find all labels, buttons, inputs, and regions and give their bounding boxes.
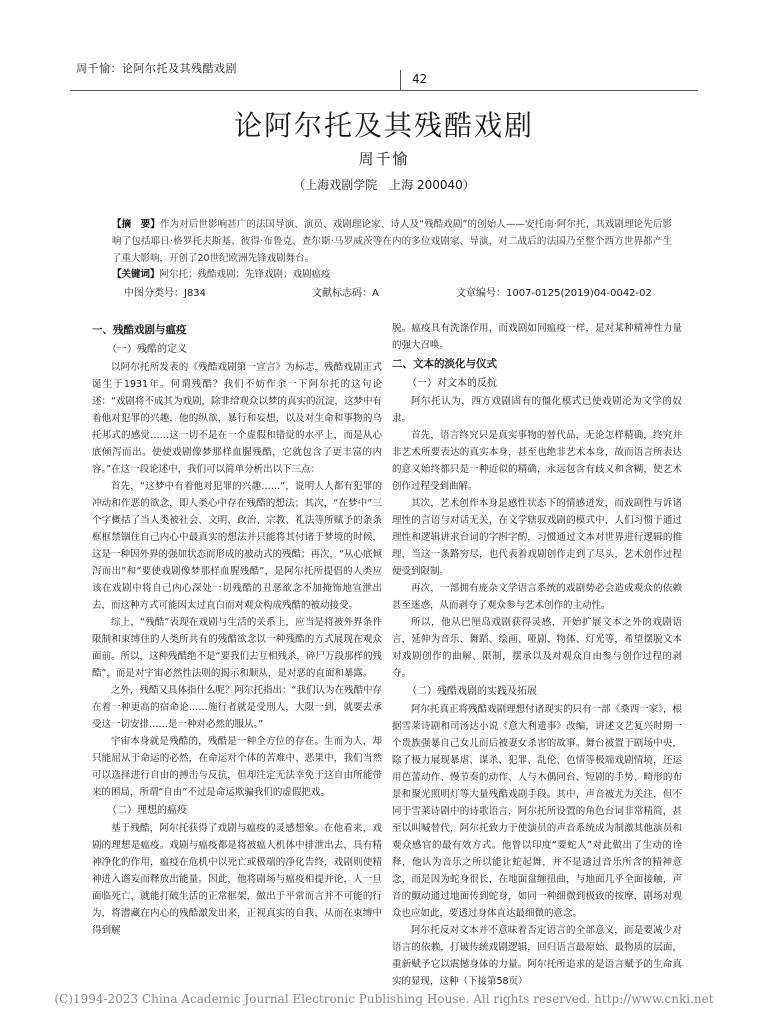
body-paragraph: 综上，“残酷”表现在戏剧与生活的关系上，应当是将被外界条件限制和束缚住的人类所共有的残酷欲念以一种残酷的方式展现在观众面前。所以，这种残酷绝不是“要我们去互相残杀，碎尸万段那样的残酷”，而是对宇宙必然性法则的揭示和顺从，是对恶的直面和暴露。 (92, 617, 382, 679)
abstract-text: 作为对后世影响甚广的法国导演、演员、戏剧理论家、诗人及“残酷戏剧”的创始人——安托南·阿尔托，其戏剧理论先后影响了包括耶日·格罗托夫斯基、彼得·布鲁克、查尔斯·马罗威茨等在内的多位戏剧家、导演，对二战后的法国乃至整个西方世界都产生了重大影响，开创了20世纪欧洲先锋戏剧舞台。 (112, 219, 672, 264)
section-heading: 一、残酷戏剧与瘟疫 (92, 324, 187, 336)
left-column (92, 320, 382, 939)
author-name: 周千愉 (358, 150, 410, 168)
body-paragraph: 宇宙本身就是残酷的，残酷是一种全方位的存在。生而为人，却只能屈从于命运的必然，在命运对个体的苦难中、恶果中，我们当然可以选择进行自由的搏击与反抗，但却注定无法幸免于这自由所能带来的困局，所谓“自由”不过是命运欺骗我们的虚假把戏。 (92, 736, 382, 798)
body-paragraph: 首先，语言终究只是真实事物的替代品，无论怎样精确，终究并非艺术所要表达的真实本身，甚至也绝非艺术本身，故而语言所表达的意义始终都只是一种近似的精确，永远包含有歧义和含糊，使艺术创作过程受到曲解。 (392, 430, 682, 492)
clc-number: 中图分类号：J834 (124, 288, 207, 299)
body-paragraph: 脱。瘟疫具有洗涤作用，而戏剧如同瘟疫一样，是对某种精神性力量的强大召唤。 (392, 323, 682, 351)
keywords-text: 阿尔托；残酷戏剧；先锋戏剧；戏剧瘟疫 (159, 269, 331, 280)
header-separator (400, 70, 401, 90)
body-paragraph: 阿尔托认为，西方戏剧固有的僵化模式已使戏剧沦为文学的奴隶。 (392, 396, 682, 424)
body-paragraph: 首先，“这梦中有着他对犯罪的兴趣……”，说明人人都有犯罪的冲动和作恶的欲念，即人类心中存在残酷的想法；其次，“在梦中”三个字概括了当人类被社会、文明、政治、宗教、礼法等所赋予的条条框框禁锢住自己内心中最真实的想法并只能将其付诸于梦境的时候，这是一种因外界的强加状态而形成的被动式的残酷；再次，“从心底倾泻而出”和“要使戏剧像梦那样血腥残酷”，是阿尔托所提倡的人类应该在戏剧中将自己内心深处一切残酷的丑恶欲念不加掩饰地宣泄出去，而这种方式可能因太过直白而对观众构成残酷的被动接受。 (92, 481, 382, 611)
subsection-heading: （一）残酷的定义 (107, 344, 187, 355)
body-paragraph: 之外，残酷又具体指什么呢？阿尔托指出：“我们认为在残酷中存在着一种更高的宿命论……施行者就是受刑人，大限一到，就要去承受这一切安排……是一种对必然的服从。” (92, 685, 382, 730)
running-title: 周千愉：论阿尔托及其残酷戏剧 (76, 62, 237, 75)
header-rule (70, 90, 698, 91)
abstract-label: 【摘 要】 (112, 219, 160, 230)
document-code: 文献标志码：A (312, 288, 379, 299)
body-paragraph: 阿尔托反对文本并不意味着否定语言的全部意义，而是要减少对语言的依赖，打破传统戏剧逻辑，回归语言最原始、最物质的层面，重新赋予它以震撼身体的力量。阿尔托所追求的是语言赋予的生命真实的显现，这种（下接第58页） (392, 925, 682, 987)
subsection-heading: （二）残酷戏剧的实践及拓展 (407, 686, 537, 697)
page-number: 42 (412, 72, 428, 86)
body-paragraph: 阿尔托真正将残酷戏剧理想付诸现实的只有一部《桑西一家》，根据雪莱诗剧和司汤达小说《意大利遗事》改编，讲述文艺复兴时期一个贵族强暴自己女儿而后被妻女杀害的故事。舞台被置于剧场中央，除了极力展现暴虐、谋杀、犯罪、乱伦、色情等极端戏剧情境，还运用芭蕾动作、慢节奏的动作、人与木偶同台、短剧的手势、畸形的布景和聚光照明灯等大量残酷戏剧手段。其中，声音被尤为关注，但不同于雪莱诗剧中的诗歌语言，阿尔托所设置的角色台词非常精简，甚至以叫喊替代，阿尔托致力于使演员的声音系统成为制激其他演员和观众感官的最有效方式。他曾以印度“要蛇人”对此做出了生动的诠释，他认为音乐之所以能让蛇起舞，并不是透过音乐所含的精神意念，而是因为蛇身很长，在地面盘缠扭曲，与地面几乎全面接触，声音的颤动通过地面传到蛇身，如同一种细微到极致的按摩，剧场对观众也应如此，要透过身体直达最细微的意念。 (392, 704, 682, 919)
body-paragraph: 所以，他从巴厘岛戏剧获得灵感，开始扩展文本之外的戏剧语言，延伸为音乐、舞蹈、绘画、哑剧、物体、灯光等，希望摆脱文本对戏剧创作的曲解、限制，摆承以及对观众自由参与创作过程的剥夺。 (392, 617, 682, 679)
article-title: 论阿尔托及其残酷戏剧 (233, 109, 534, 142)
keywords-label: 【关键词】 (112, 269, 160, 280)
subsection-heading: （一）对文本的反抗 (407, 378, 497, 389)
body-paragraph: 基于残酷，阿尔托获得了戏剧与瘟疫的灵感想象。在他看来，戏剧的理想是瘟疫。戏剧与瘟疫都是将被瘟人机体中排泄出去，具有精神净化的作用，瘟疫在危机中以死亡或极端的净化告终，戏剧则使精神进入谵妄而释放出能量。因此，他将剧场与瘟疫相提并论，人一旦面临死亡，就能打破生活的正常框架，做出于平常而言并不可能的行为，将潜藏在内心的残酷激发出来，正视真实的自我，从而在束缚中得到解 (92, 823, 382, 936)
keywords (112, 266, 672, 280)
body-paragraph: 以阿尔托所发表的《残酷戏剧第一宣言》为标志，残酷戏剧正式诞生于1931年。何谓残酷？我们不妨作余一下阿尔托的这句论述：“戏剧将不成其为戏剧，除非给观众以梦的真实的沉淀，这梦中有着他对犯罪的兴趣，他的纵欲，暴行和妄想，以及对生命和事物的乌托邦式的感觉……这一切不是在一个虚假和错觉的水平上，而是从心底倾泻而出。使使戏剧像梦那样血腥残酷，它就包含了更丰富的内容。”在这一段论述中，我们可以简单分析出以下三点： (92, 362, 382, 475)
subsection-heading: （二）理想的瘟疫 (107, 805, 187, 816)
affiliation: （上海戏剧学院 上海 200040） (293, 178, 475, 192)
body-paragraph: 再次，一部拥有庞杂文学语言系统的戏剧势必会造成观众的依赖甚至迷惑，从而剥夺了观众参与艺术创作的主动性。 (392, 583, 682, 611)
section-heading: 二、文本的淡化与仪式 (392, 358, 497, 370)
article-number: 文章编号：1007-0125(2019)04-0042-02 (456, 288, 652, 299)
right-column (392, 320, 682, 990)
copyright-footer: (C)1994-2023 China Academic Journal Electronic Publishing House. All rights reserved. http://www.cnki.net (54, 992, 714, 1006)
body-paragraph: 其次，艺术创作本身是感性状态下的情感迸发，而戏剧性与诉诸理性的言语与对话无关，在文学辖驭戏剧的模式中，人们习惯于通过理性和逻辑讲求台词的字斟字酌，习惯通过文本对世界进行逻辑的推理，当这一条路穷尽，也代表着戏剧创作走到了尽头，艺术创作过程便受到限制。 (392, 498, 682, 577)
abstract (112, 216, 672, 267)
